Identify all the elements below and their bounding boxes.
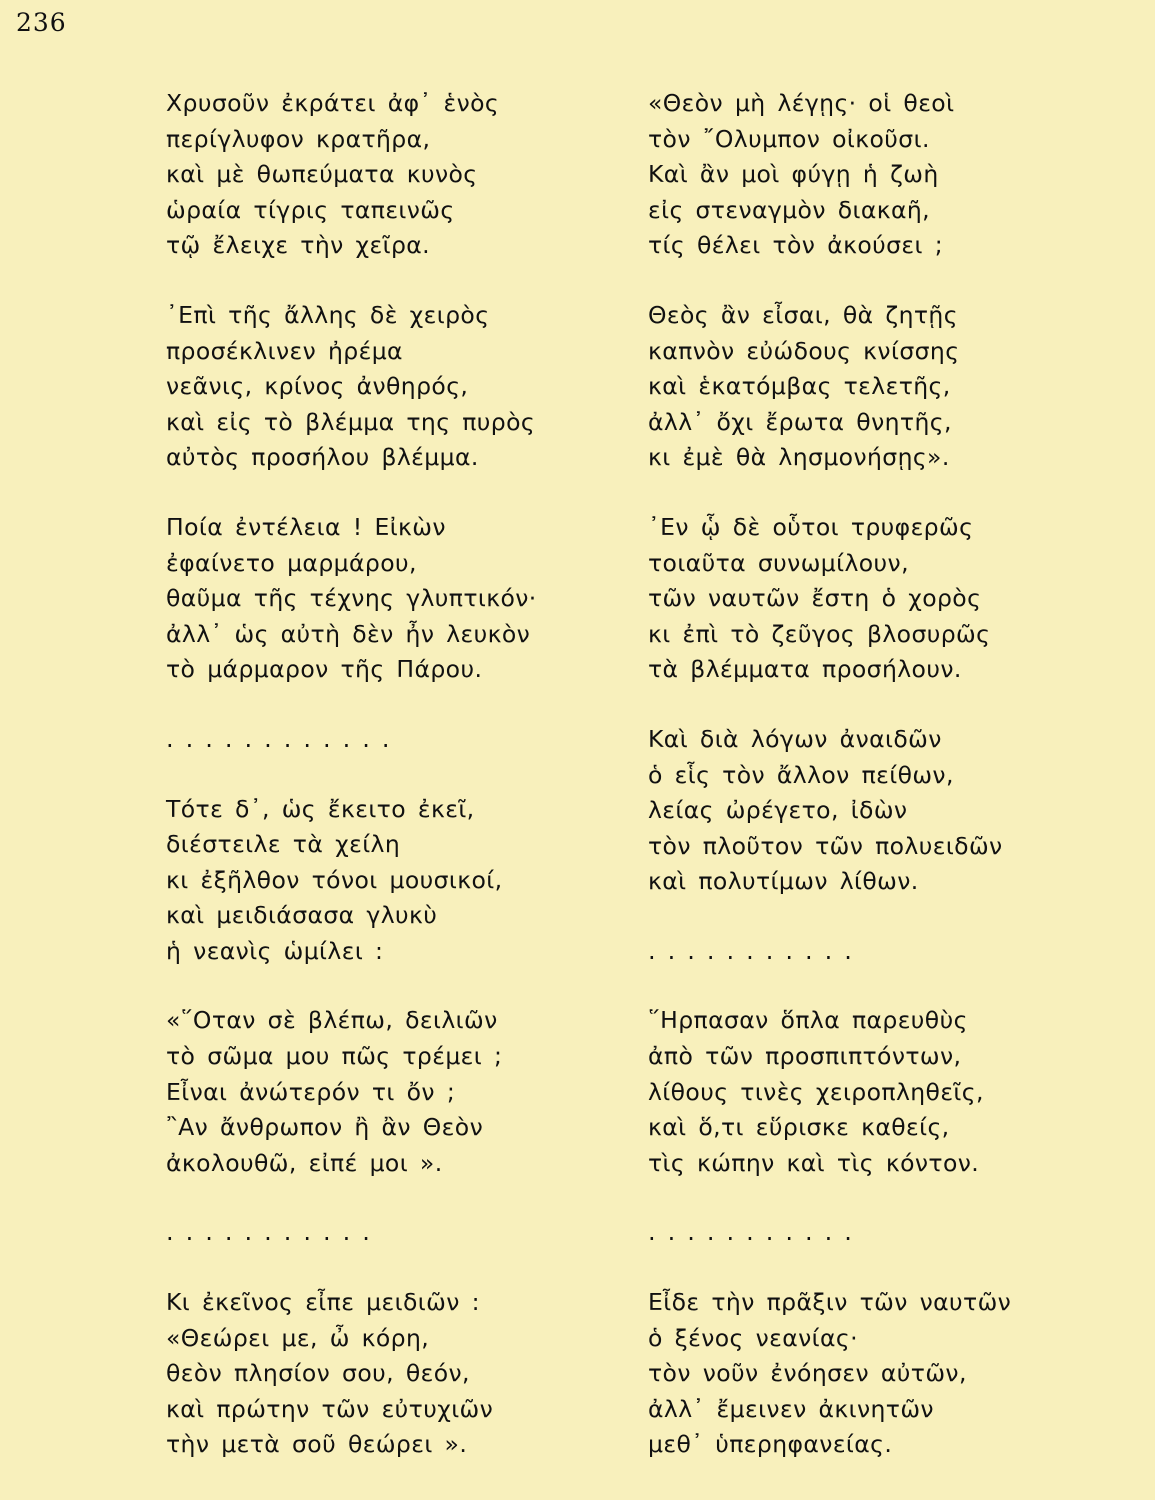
verse-line: κι ἐμὲ θὰ λησμονήσῃς».	[648, 443, 950, 472]
verse-line: καὶ ὅ,τι εὕρισκε καθείς,	[648, 1113, 950, 1142]
verse-line: μεθ᾽ ὑπερηφανείας.	[648, 1430, 893, 1459]
verse-line: τὰ βλέμματα προσήλουν.	[648, 655, 962, 684]
ellipsis-separator: ............	[166, 724, 402, 753]
poem-column-left	[166, 86, 646, 1497]
verse-line: «Θεώρει με, ὦ κόρη,	[166, 1323, 430, 1352]
verse-line: τῶν ναυτῶν ἔστη ὁ χορὸς	[648, 584, 982, 613]
poem-column-right	[648, 86, 1128, 1497]
verse-line: Καὶ διὰ λόγων ἀναιδῶν	[648, 724, 942, 753]
verse-line: ῞Ηρπασαν ὅπλα παρευθὺς	[648, 1006, 968, 1035]
ellipsis-separator: ...........	[166, 1218, 382, 1247]
stanza	[648, 1003, 1128, 1181]
verse-line: ἐφαίνετο μαρμάρου,	[166, 548, 417, 577]
verse-line: Καὶ ἂν μοὶ φύγῃ ἡ ζωὴ	[648, 160, 939, 189]
verse-line: διέστειλε τὰ χείλη	[166, 830, 401, 859]
stanza	[166, 510, 646, 688]
verse-line: λείας ὠρέγετο, ἰδὼν	[648, 796, 908, 825]
verse-line: κι ἐξῆλθον τόνοι μουσικοί,	[166, 865, 503, 894]
verse-line: ἀπὸ τῶν προσπιπτόντων,	[648, 1042, 962, 1071]
verse-line: ὁ εἷς τὸν ἄλλον πείθων,	[648, 760, 954, 789]
page-number: 236	[16, 8, 67, 37]
verse-line: εἰς στεναγμὸν διακαῆ,	[648, 195, 931, 224]
verse-line: Ποία ἐντέλεια ! Εἰκὼν	[166, 512, 446, 541]
verse-line: τίς θέλει τὸν ἀκούσει ;	[648, 231, 944, 260]
verse-line: ἀλλ᾽ ὄχι ἔρωτα θνητῆς,	[648, 407, 952, 436]
verse-line: καὶ πολυτίμων λίθων.	[648, 867, 919, 896]
verse-line: θαῦμα τῆς τέχνης γλυπτικόν·	[166, 584, 537, 613]
verse-line: αὐτὸς προσήλου βλέμμα.	[166, 443, 479, 472]
verse-line: Εἶναι ἀνώτερόν τι ὄν ;	[166, 1077, 456, 1106]
stanza	[166, 1003, 646, 1181]
verse-line: Τότε δ᾽, ὡς ἔκειτο ἐκεῖ,	[166, 794, 475, 823]
verse-line: τῷ ἔλειχε τὴν χεῖρα.	[166, 231, 431, 260]
verse-line: ῍Αν ἄνθρωπον ἢ ἂν Θεὸν	[166, 1113, 484, 1142]
verse-line: καὶ πρώτην τῶν εὐτυχιῶν	[166, 1394, 494, 1423]
verse-line: «῞Οταν σὲ βλέπω, δειλιῶν	[166, 1006, 498, 1035]
stanza	[648, 722, 1128, 900]
verse-line: καὶ εἰς τὸ βλέμμα της πυρὸς	[166, 407, 536, 436]
stanza	[166, 298, 646, 476]
verse-line: τὶς κώπην καὶ τὶς κόντον.	[648, 1148, 980, 1177]
verse-line: καὶ μειδιάσασα γλυκὺ	[166, 901, 438, 930]
verse-line: ᾽Εν ᾧ δὲ οὗτοι τρυφερῶς	[648, 512, 974, 541]
verse-line: λίθους τινὲς χειροπληθεῖς,	[648, 1077, 984, 1106]
verse-line: καὶ μὲ θωπεύματα κυνὸς	[166, 160, 478, 189]
verse-line: τὴν μετὰ σοῦ θεώρει ».	[166, 1430, 468, 1459]
verse-line: καπνὸν εὐώδους κνίσσης	[648, 336, 960, 365]
verse-line: περίγλυφον κρατῆρα,	[166, 124, 431, 153]
verse-line: Κι ἐκεῖνος εἶπε μειδιῶν :	[166, 1288, 480, 1317]
verse-line: «Θεὸν μὴ λέγῃς· οἱ θεοὶ	[648, 89, 955, 117]
verse-line: Θεὸς ἂν εἶσαι, θὰ ζητῇς	[648, 300, 958, 329]
verse-line: ἀλλ᾽ ὡς αὐτὴ δὲν ἦν λευκὸν	[166, 619, 531, 648]
verse-line: τὸ σῶμα μου πῶς τρέμει ;	[166, 1042, 503, 1071]
verse-line: προσέκλινεν ἠρέμα	[166, 336, 403, 365]
verse-line: τοιαῦτα συνωμίλουν,	[648, 548, 909, 577]
stanza	[648, 1285, 1128, 1463]
verse-line: κι ἐπὶ τὸ ζεῦγος βλοσυρῶς	[648, 619, 991, 648]
verse-line: νεᾶνις, κρίνος ἀνθηρός,	[166, 372, 469, 401]
verse-line: τὸ μάρμαρον τῆς Πάρου.	[166, 655, 483, 684]
verse-line: Εἶδε τὴν πρᾶξιν τῶν ναυτῶν	[648, 1288, 1012, 1317]
stanza	[166, 86, 646, 264]
ellipsis-separator: ...........	[648, 1218, 864, 1247]
verse-line: Χρυσοῦν ἐκράτει ἀφ᾽ ἑνὸς	[166, 89, 500, 117]
verse-line: τὸν νοῦν ἐνόησεν αὐτῶν,	[648, 1359, 967, 1388]
verse-line: τὸν πλοῦτον τῶν πολυειδῶν	[648, 831, 1003, 860]
stanza	[648, 298, 1128, 476]
verse-line: ἀκολουθῶ, εἰπέ μοι ».	[166, 1148, 443, 1177]
stanza	[648, 86, 1128, 264]
verse-line: ἡ νεανὶς ὡμίλει :	[166, 936, 384, 965]
stanza	[166, 792, 646, 970]
verse-line: ᾽Επὶ τῆς ἄλλης δὲ χειρὸς	[166, 300, 490, 329]
verse-line: τὸν ῎Ολυμπον οἰκοῦσι.	[648, 124, 930, 153]
ellipsis-separator: ...........	[648, 936, 864, 965]
verse-line: θεὸν πλησίον σου, θεόν,	[166, 1359, 470, 1388]
stanza	[648, 510, 1128, 688]
verse-line: ὡραία τίγρις ταπεινῶς	[166, 195, 455, 224]
verse-line: ὁ ξένος νεανίας·	[648, 1323, 858, 1352]
verse-line: καὶ ἑκατόμβας τελετῆς,	[648, 372, 951, 401]
verse-line: ἀλλ᾽ ἔμεινεν ἀκινητῶν	[648, 1394, 934, 1423]
stanza	[166, 1285, 646, 1463]
